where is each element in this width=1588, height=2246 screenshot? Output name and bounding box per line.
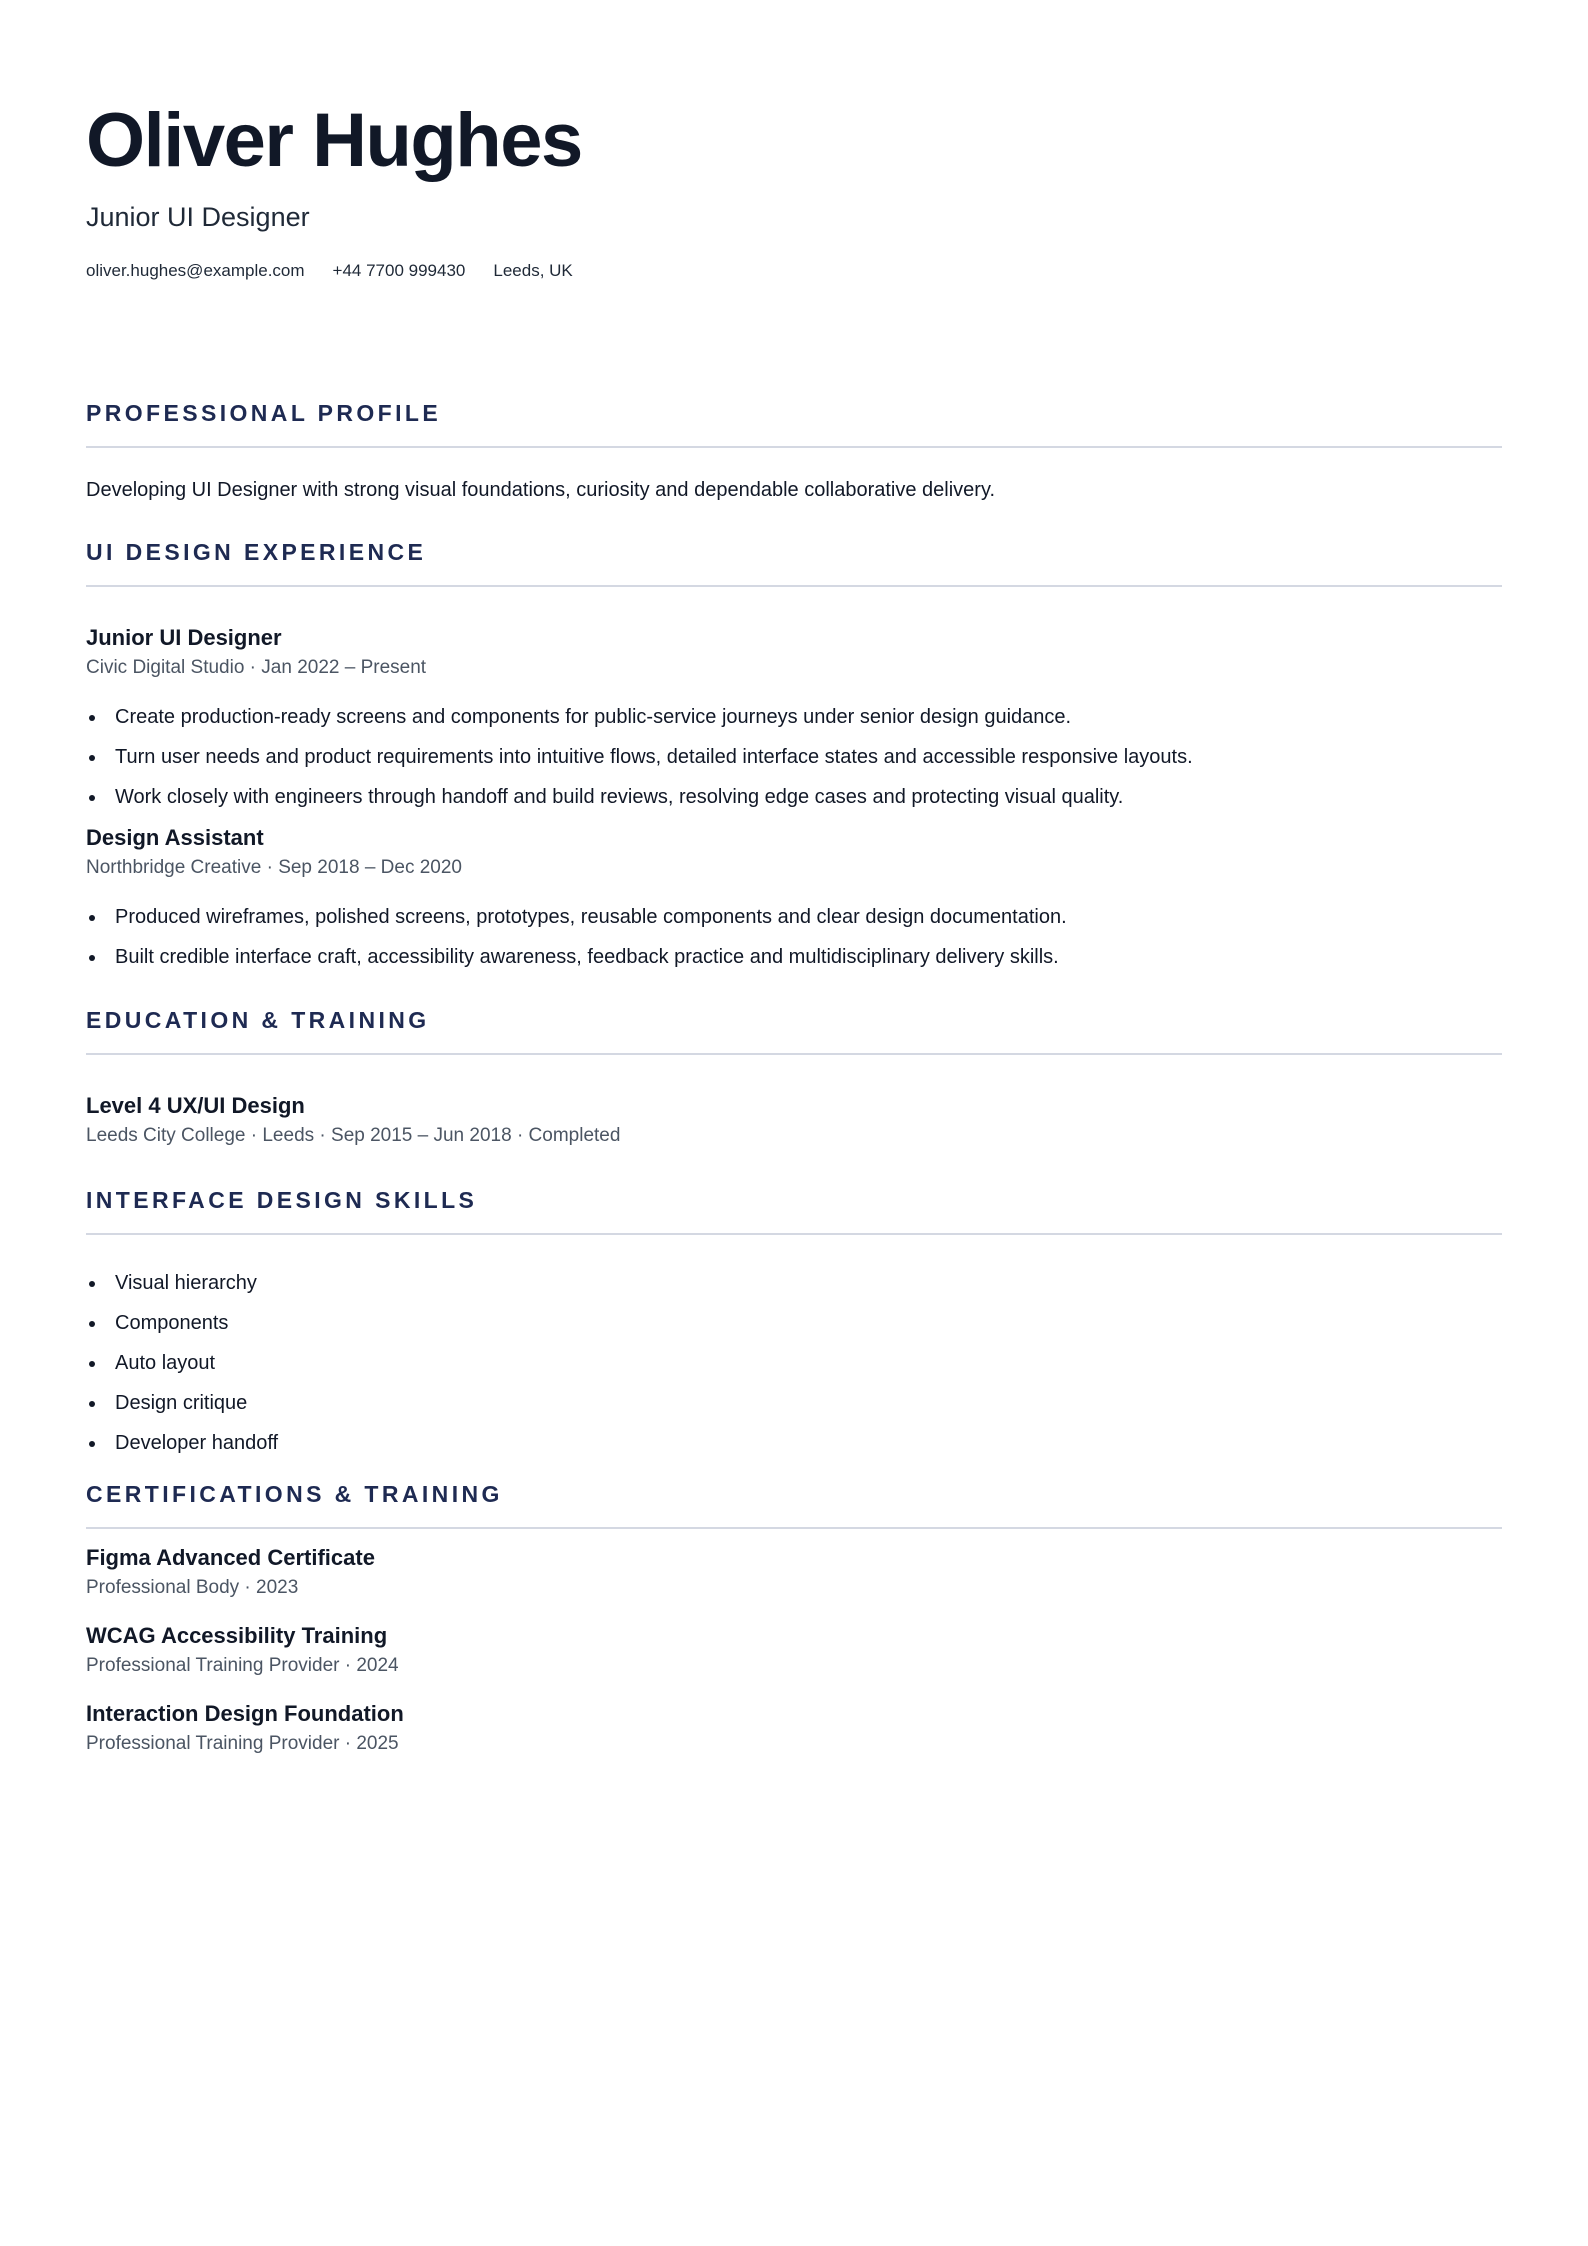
candidate-name: Oliver Hughes <box>86 98 582 183</box>
bullet-icon <box>89 915 95 921</box>
job-title: Junior UI Designer <box>86 625 282 650</box>
bullet-text: Produced wireframes, polished screens, prototypes, reusable components and clear design documentation. <box>115 906 1067 928</box>
education-entry <box>86 1091 1502 1149</box>
certification-meta: Professional Training Provider · 2025 <box>86 1733 399 1754</box>
job-meta: Northbridge Creative · Sep 2018 – Dec 2020 <box>86 857 463 878</box>
list-item <box>86 783 1502 811</box>
skills-list <box>86 1269 1502 1457</box>
profile-summary: Developing UI Designer with strong visual foundations, curiosity and dependable collaborative delivery. <box>86 479 996 501</box>
contact-phone: +44 7700 999430 <box>332 261 466 280</box>
bullet-text: Turn user needs and product requirements into intuitive flows, detailed interface states and accessible responsive layouts. <box>115 746 1193 768</box>
section-skills <box>86 1185 1502 1457</box>
list-item <box>86 1389 1502 1417</box>
certification-entry <box>86 1621 1502 1679</box>
bullet-icon <box>89 795 95 801</box>
certification-title: Interaction Design Foundation <box>86 1701 404 1726</box>
section-divider <box>86 446 1502 448</box>
certification-meta: Professional Body · 2023 <box>86 1577 299 1598</box>
section-divider <box>86 1053 1502 1055</box>
list-item <box>86 1349 1502 1377</box>
resume-header <box>86 0 1502 282</box>
section-divider <box>86 1233 1502 1235</box>
list-item <box>86 903 1502 931</box>
bullet-text: Built credible interface craft, accessibility awareness, feedback practice and multidisciplinary delivery skills. <box>115 946 1059 968</box>
section-title-experience: UI DESIGN EXPERIENCE <box>86 539 427 565</box>
section-divider <box>86 1527 1502 1529</box>
skill-text: Developer handoff <box>115 1432 279 1454</box>
section-education <box>86 1005 1502 1149</box>
section-title-skills: INTERFACE DESIGN SKILLS <box>86 1187 478 1213</box>
certification-title: Figma Advanced Certificate <box>86 1545 375 1570</box>
certification-entry <box>86 1543 1502 1601</box>
section-certifications <box>86 1479 1502 1757</box>
skill-text: Auto layout <box>115 1352 216 1374</box>
bullet-icon <box>89 1401 95 1407</box>
list-item <box>86 1269 1502 1297</box>
job-bullets <box>86 703 1502 811</box>
section-title-education: EDUCATION & TRAINING <box>86 1007 430 1033</box>
bullet-icon <box>89 715 95 721</box>
certification-title: WCAG Accessibility Training <box>86 1623 388 1648</box>
bullet-text: Create production-ready screens and components for public-service journeys under senior design guidance. <box>115 706 1072 728</box>
job-entry <box>86 623 1502 811</box>
certification-entry <box>86 1699 1502 1757</box>
bullet-icon <box>89 1281 95 1287</box>
certification-meta: Professional Training Provider · 2024 <box>86 1655 399 1676</box>
bullet-icon <box>89 755 95 761</box>
bullet-icon <box>89 1321 95 1327</box>
job-entry <box>86 823 1502 971</box>
contact-email: oliver.hughes@example.com <box>86 261 305 280</box>
education-meta: Leeds City College · Leeds · Sep 2015 – Jun 2018 · Completed <box>86 1125 621 1146</box>
bullet-icon <box>89 1441 95 1447</box>
list-item <box>86 703 1502 731</box>
section-divider <box>86 585 1502 587</box>
bullet-icon <box>89 1361 95 1367</box>
contact-location: Leeds, UK <box>493 261 573 280</box>
list-item <box>86 943 1502 971</box>
job-title: Design Assistant <box>86 825 264 850</box>
section-profile <box>86 398 1502 504</box>
education-title: Level 4 UX/UI Design <box>86 1093 305 1118</box>
skill-text: Visual hierarchy <box>115 1272 257 1294</box>
bullet-icon <box>89 955 95 961</box>
section-experience <box>86 537 1502 971</box>
list-item <box>86 1309 1502 1337</box>
skill-text: Design critique <box>115 1392 248 1414</box>
contact-info <box>86 260 1502 282</box>
section-title-certifications: CERTIFICATIONS & TRAINING <box>86 1481 503 1507</box>
candidate-role: Junior UI Designer <box>86 202 310 232</box>
section-title-profile: PROFESSIONAL PROFILE <box>86 400 442 426</box>
bullet-text: Work closely with engineers through handoff and build reviews, resolving edge cases and protecting visual quality. <box>115 786 1124 808</box>
list-item <box>86 1429 1502 1457</box>
job-meta: Civic Digital Studio · Jan 2022 – Present <box>86 657 427 678</box>
list-item <box>86 743 1502 771</box>
job-bullets <box>86 903 1502 971</box>
skill-text: Components <box>115 1312 229 1334</box>
